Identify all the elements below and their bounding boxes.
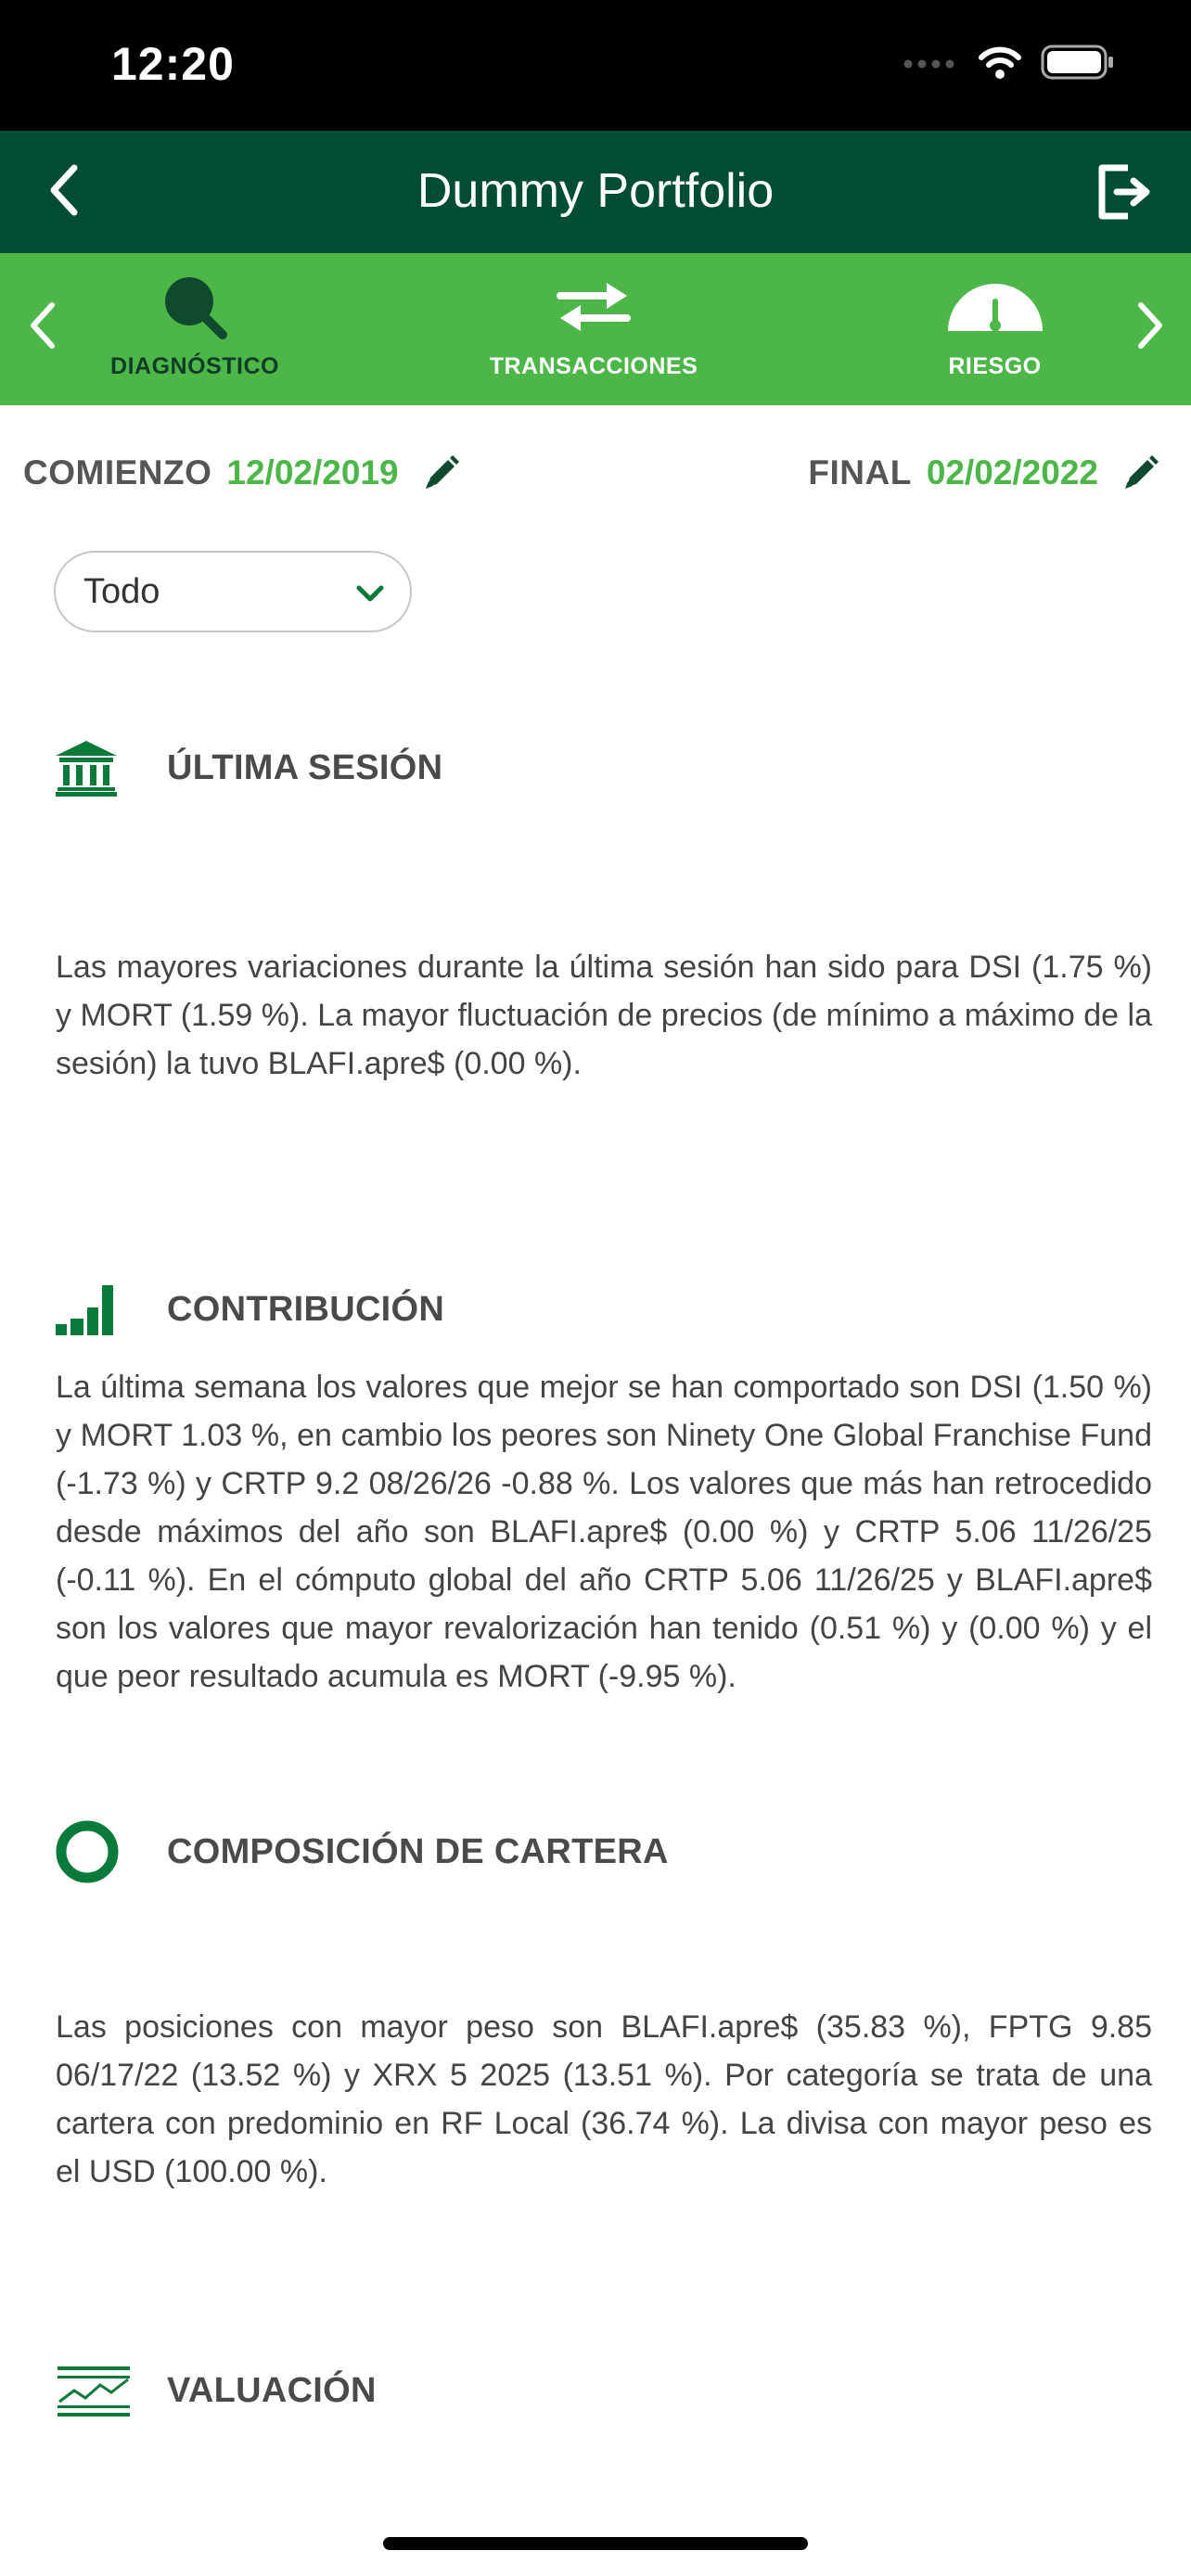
chevron-down-icon (354, 578, 386, 614)
section-title: ÚLTIMA SESIÓN (167, 747, 443, 787)
select-value: Todo (83, 571, 160, 611)
tab-scroll-right-button[interactable] (1113, 290, 1187, 364)
tab-diagnostico[interactable] (93, 253, 297, 405)
tab-transacciones[interactable] (464, 253, 724, 405)
battery-icon (1041, 45, 1115, 84)
wifi-icon (978, 45, 1022, 84)
section-valuacion-header (54, 2353, 377, 2428)
start-date-label: COMIENZO (23, 453, 212, 491)
tab-scroll-left-button[interactable] (6, 290, 80, 364)
status-bar (0, 0, 1191, 131)
status-icons (903, 45, 1115, 84)
swap-arrows-icon (551, 261, 636, 353)
chevron-left-icon (26, 300, 59, 356)
portfolio-filter-select[interactable] (54, 551, 412, 632)
section-composicion-text: Las posiciones con mayor peso son BLAFI.apre$ (35.83 %), FPTG 9.85 06/17/22 (13.52 %) y XRX 5 2025 (13.51 %). Por categoría se trata de una cartera con predominio en RF Local (36.74 %). La divisa con mayor peso es el USD (100.00 %). (56, 2009, 1152, 2189)
section-tab-bar (0, 253, 1191, 405)
start-date-value[interactable]: 12/02/2019 (226, 453, 399, 491)
home-indicator[interactable] (383, 2537, 808, 2550)
status-time: 12:20 (111, 38, 235, 90)
navigation-bar (0, 131, 1191, 253)
bank-icon (54, 731, 143, 805)
section-title: VALUACIÓN (167, 2370, 377, 2410)
tab-riesgo[interactable] (909, 253, 1081, 405)
section-title: COMPOSICIÓN DE CARTERA (167, 1831, 669, 1871)
tab-label: RIESGO (948, 353, 1042, 379)
edit-start-date-button[interactable] (421, 453, 462, 493)
section-ultima-sesion-text: Las mayores variaciones durante la última sesión han sido para DSI (1.75 %) y MORT (1.59 %). La mayor fluctuación de precios (de mínimo a máximo de la sesión) la tuvo BLAFI.apre$ (0.00 %). (56, 950, 1152, 1081)
page-title: Dummy Portfolio (416, 164, 775, 218)
date-range (0, 445, 1191, 501)
end-date-group (808, 445, 1161, 501)
section-ultima-sesion-header (54, 731, 442, 805)
chevron-right-icon (1133, 300, 1167, 356)
logout-icon (1095, 162, 1154, 226)
donut-icon (54, 1815, 143, 1889)
logout-button[interactable] (1087, 159, 1161, 229)
gauge-icon (946, 261, 1044, 353)
end-date-value[interactable]: 02/02/2022 (926, 453, 1098, 491)
start-date-group (23, 445, 462, 501)
pencil-icon (422, 453, 461, 492)
edit-end-date-button[interactable] (1121, 453, 1161, 493)
pencil-icon (1121, 453, 1160, 492)
section-contribucion-text: La última semana los valores que mejor se han comportado son DSI (1.50 %) y MORT 1.03 %, en cambio los peores son Ninety One Global Franchise Fund (-1.73 %) y CRTP 9.2 08/26/26 -0.88 %. Los valores que más han retrocedido desde máximos del año son BLAFI.apre$ (0.00 %) y CRTP 5.06 11/26/25 (-0.11 %). En el cómputo global del año CRTP 5.06 11/26/25 y BLAFI.apre$ son los valores que mayor revalorización han tenido (0.51 %) y (0.00 %) y el que peor resultado acumula es MORT (-9.95 %). (56, 1370, 1152, 1694)
cellular-signal-icon (903, 56, 959, 73)
tab-label: TRANSACCIONES (489, 353, 698, 379)
tab-label: DIAGNÓSTICO (110, 353, 279, 379)
section-composicion-header (54, 1815, 669, 1889)
bar-chart-icon (54, 1272, 143, 1346)
end-date-label: FINAL (808, 453, 912, 491)
line-chart-icon (54, 2353, 143, 2428)
section-title: CONTRIBUCIÓN (167, 1289, 445, 1329)
magnifier-icon (161, 261, 228, 353)
section-contribucion-header (54, 1272, 444, 1346)
